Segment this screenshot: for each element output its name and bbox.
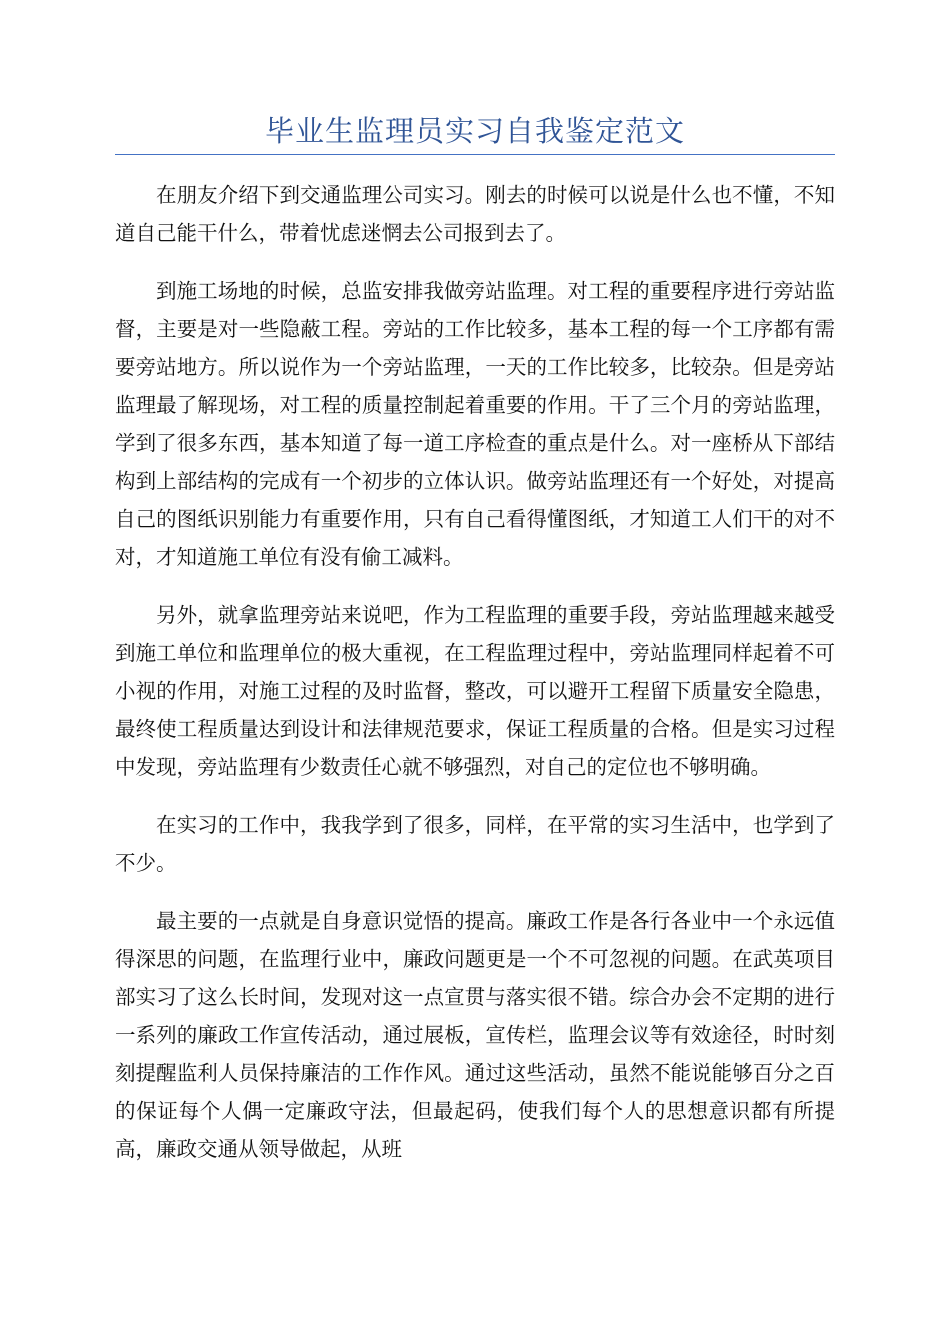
paragraph-4: 在实习的工作中，我我学到了很多，同样，在平常的实习生活中，也学到了不少。 <box>115 813 835 875</box>
page-title: 毕业生监理员实习自我鉴定范文 <box>264 114 685 148</box>
paragraph-1: 在朋友介绍下到交通监理公司实习。刚去的时候可以说是什么也不懂，不知道自己能干什么，带着忧虑迷惘去公司报到去了。 <box>115 183 835 245</box>
paragraph-3: 另外，就拿监理旁站来说吧，作为工程监理的重要手段，旁站监理越来越受到施工单位和监理单位的极大重视，在工程监理过程中，旁站监理同样起着不可小视的作用，对施工过程的及时监督，整改，可以避开工程留下质量安全隐患，最终使工程质量达到设计和法律规范要求，保证工程质量的合格。但是实习过程中发现，旁站监理有少数责任心就不够强烈，对自己的定位也不够明确。 <box>115 603 835 779</box>
paragraph-2: 到施工场地的时候，总监安排我做旁站监理。对工程的重要程序进行旁站监督，主要是对一些隐蔽工程。旁站的工作比较多，基本工程的每一个工序都有需要旁站地方。所以说作为一个旁站监理，一天的工作比较多，比较杂。但是旁站监理最了解现场，对工程的质量控制起着重要的作用。干了三个月的旁站监理，学到了很多东西，基本知道了每一道工序检查的重点是什么。对一座桥从下部结构到上部结构的完成有一个初步的立体认识。做旁站监理还有一个好处，对提高自己的图纸识别能力有重要作用，只有自己看得懂图纸，才知道工人们干的对不对，才知道施工单位有没有偷工减料。 <box>115 279 835 569</box>
document-body <box>115 176 835 1188</box>
title-underline <box>115 154 835 155</box>
paragraph-5: 最主要的一点就是自身意识觉悟的提高。廉政工作是各行各业中一个永远值得深思的问题，在监理行业中，廉政问题更是一个不可忽视的问题。在武英项目部实习了这么长时间，发现对这一点宣贯与落实很不错。综合办会不定期的进行一系列的廉政工作宣传活动，通过展板，宣传栏，监理会议等有效途径，时时刻刻提醒监利人员保持廉洁的工作作风。通过这些活动，虽然不能说能够百分之百的保证每个人偶一定廉政守法，但最起码，使我们每个人的思想意识都有所提高，廉政交通从领导做起，从班 <box>115 909 835 1161</box>
